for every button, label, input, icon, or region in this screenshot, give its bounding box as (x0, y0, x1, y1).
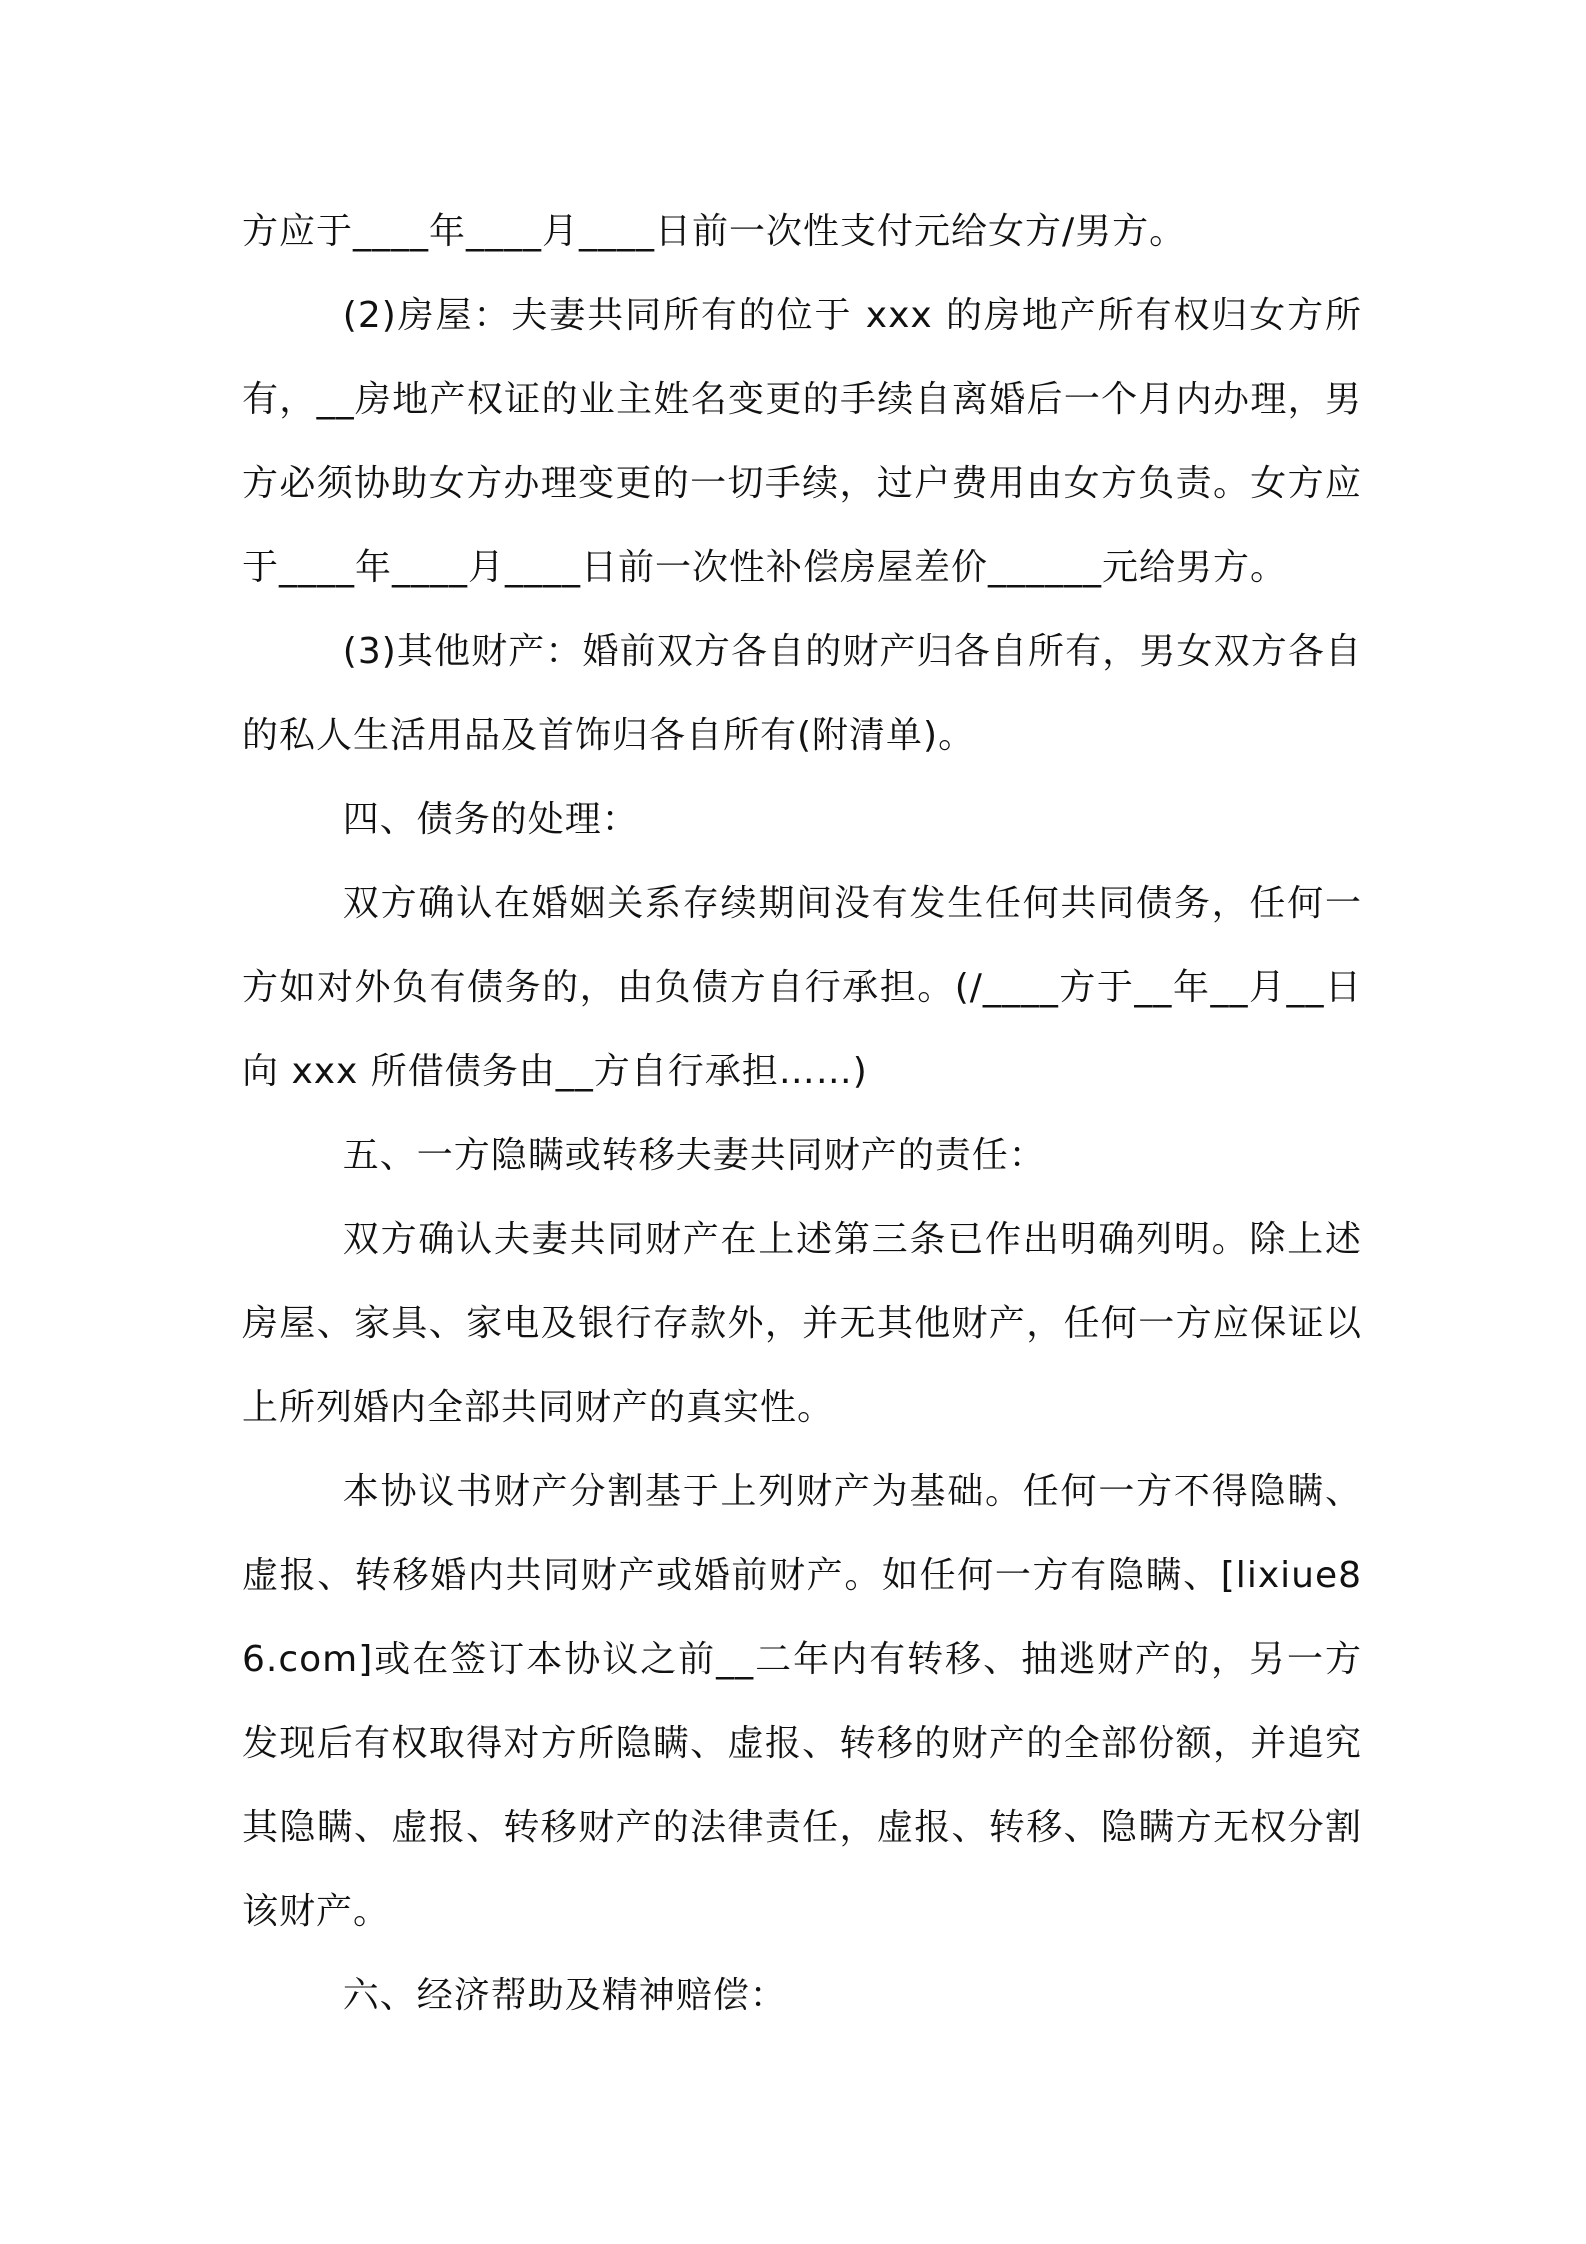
paragraph-property-confirmation: 双方确认夫妻共同财产在上述第三条已作出明确列明。除上述房屋、家具、家电及银行存款外，并无其他财产，任何一方应保证以上所列婚内全部共同财产的真实性。 (242, 1219, 1362, 1428)
section-heading-concealment: 五、一方隐瞒或转移夫妻共同财产的责任： (342, 1135, 1046, 1176)
section-heading-debts: 四、债务的处理： (342, 799, 639, 840)
paragraph-other-property: (3)其他财产：婚前双方各自的财产归各自所有，男女双方各自的私人生活用品及首饰归各自所有(附清单)。 (242, 631, 1362, 756)
section-heading-economic-help: 六、经济帮助及精神赔偿： (342, 1975, 787, 2016)
paragraph-house: (2)房屋：夫妻共同所有的位于 xxx 的房地产所有权归女方所有，__房地产权证的业主姓名变更的手续自离婚后一个月内办理，男方必须协助女方办理变更的一切手续，过户费用由女方负责。女方应于____年____月____日前一次性补偿房屋差价______元给男方。 (242, 295, 1362, 588)
paragraph-concealment-liability: 本协议书财产分割基于上列财产为基础。任何一方不得隐瞒、虚报、转移婚内共同财产或婚前财产。如任何一方有隐瞒、[lixiue86.com]或在签订本协议之前__二年内有转移、抽逃财产的，另一方发现后有权取得对方所隐瞒、虚报、转移的财产的全部份额，并追究其隐瞒、虚报、转移财产的法律责任，虚报、转移、隐瞒方无权分割该财产。 (242, 1471, 1362, 1932)
paragraph-payment-deadline: 方应于____年____月____日前一次性支付元给女方/男方。 (242, 211, 1187, 252)
paragraph-debts: 双方确认在婚姻关系存续期间没有发生任何共同债务，任何一方如对外负有债务的，由负债方自行承担。(/____方于__年__月__日向 xxx 所借债务由__方自行承担……) (242, 883, 1362, 1092)
document-body (242, 190, 1362, 2038)
